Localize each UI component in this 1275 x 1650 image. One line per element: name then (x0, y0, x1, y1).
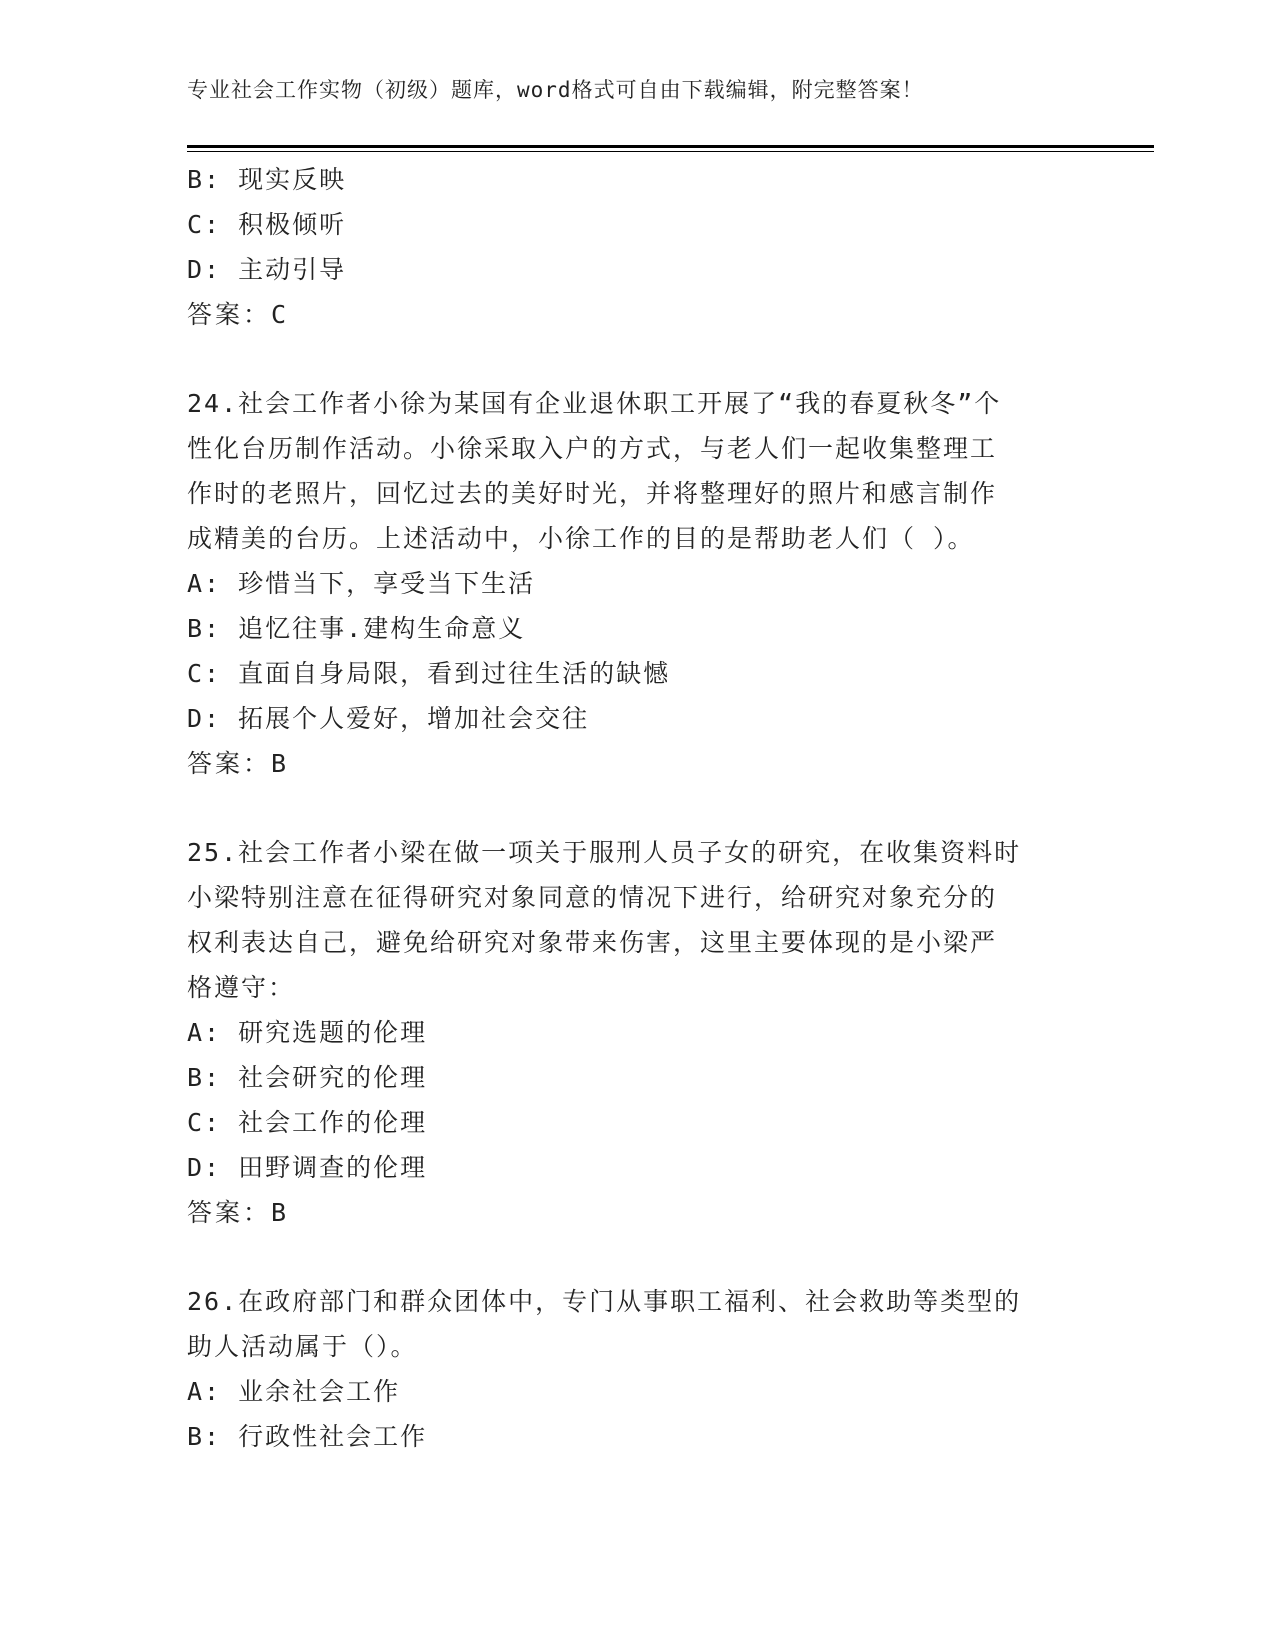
option-b: B: 社会研究的伦理 (187, 1063, 428, 1092)
header-rule-thin (187, 151, 1154, 152)
spacer (187, 337, 1087, 381)
option-a: A: 业余社会工作 (187, 1377, 401, 1406)
option-b: B: 行政性社会工作 (187, 1422, 428, 1451)
header-rule-thick (187, 145, 1154, 148)
spacer (187, 1235, 1087, 1279)
option-c: C: 直面自身局限，看到过往生活的缺憾 (187, 659, 671, 688)
option-d: D: 田野调查的伦理 (187, 1153, 428, 1182)
question-stem-line: 作时的老照片，回忆过去的美好时光，并将整理好的照片和感言制作 (187, 479, 998, 508)
question-23-tail (187, 157, 1087, 337)
question-stem-line: 权利表达自己，避免给研究对象带来伤害，这里主要体现的是小梁严 (187, 928, 998, 957)
option-a: A: 研究选题的伦理 (187, 1018, 428, 1047)
option-b: B: 现实反映 (187, 165, 347, 194)
question-stem-line: 助人活动属于（）。 (187, 1332, 418, 1361)
answer-line: 答案：C (187, 300, 290, 329)
answer-line: 答案：B (187, 1198, 290, 1227)
option-a: A: 珍惜当下，享受当下生活 (187, 569, 536, 598)
question-stem-line: 格遵守： (187, 973, 296, 1002)
question-content (187, 157, 1087, 1459)
option-d: D: 主动引导 (187, 255, 347, 284)
question-stem-line: 小梁特别注意在征得研究对象同意的情况下进行，给研究对象充分的 (187, 883, 998, 912)
option-b: B: 追忆往事.建构生命意义 (187, 614, 526, 643)
question-stem-line: 性化台历制作活动。小徐采取入户的方式，与老人们一起收集整理工 (187, 434, 998, 463)
option-c: C: 积极倾听 (187, 210, 347, 239)
question-stem-line: 25.社会工作者小梁在做一项关于服刑人员子女的研究，在收集资料时 (187, 838, 1022, 867)
question-25 (187, 830, 1087, 1235)
question-24 (187, 381, 1087, 786)
answer-line: 答案：B (187, 749, 290, 778)
spacer (187, 786, 1087, 830)
option-c: C: 社会工作的伦理 (187, 1108, 428, 1137)
question-stem-line: 26.在政府部门和群众团体中，专门从事职工福利、社会救助等类型的 (187, 1287, 1022, 1316)
page-header: 专业社会工作实物（初级）题库，word格式可自由下载编辑，附完整答案！ (187, 78, 924, 102)
question-stem-line: 成精美的台历。上述活动中，小徐工作的目的是帮助老人们（ ）。 (187, 524, 975, 553)
option-d: D: 拓展个人爱好，增加社会交往 (187, 704, 590, 733)
question-26 (187, 1279, 1087, 1459)
question-stem-line: 24.社会工作者小徐为某国有企业退休职工开展了“我的春夏秋冬”个 (187, 389, 1002, 418)
